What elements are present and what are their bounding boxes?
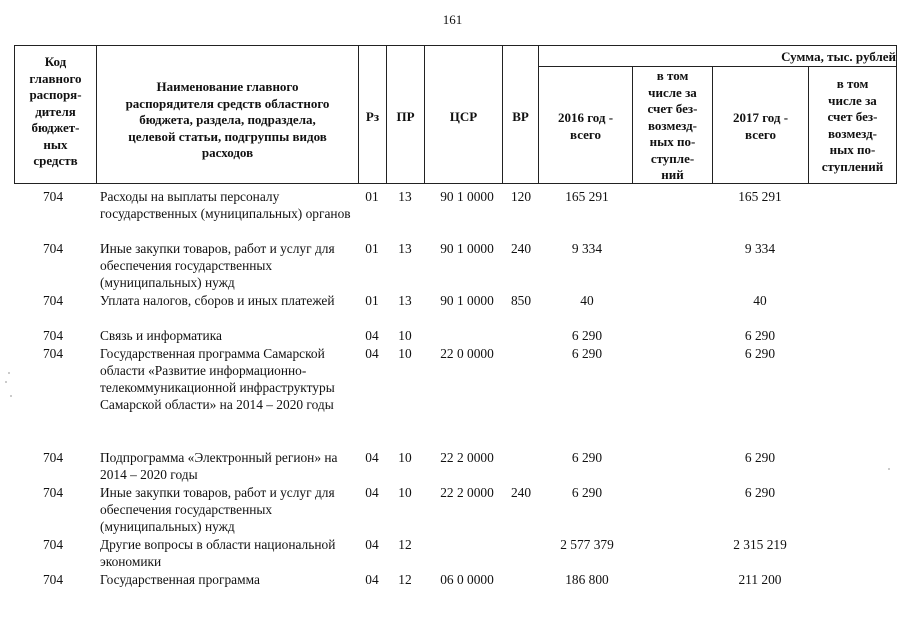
header-csr: ЦСР	[449, 109, 478, 124]
row-rz: 04	[365, 346, 379, 361]
row-code: 704	[42, 241, 64, 256]
row-csr: 06 0 0000	[440, 572, 494, 587]
row-2017-total: 6 290	[744, 346, 776, 361]
row-pr: 10	[398, 346, 412, 361]
row-name: Расходы на выплаты персоналу государственных (муниципальных) органов	[100, 189, 351, 221]
header-2017-free: в том числе за счет без- возмезд- ных по- ступлений	[821, 76, 884, 174]
row-rz: 01	[365, 241, 379, 256]
row-rz: 04	[365, 450, 379, 465]
header-sum: Сумма, тыс. рублей	[781, 49, 896, 64]
row-rz: 01	[365, 293, 379, 308]
row-2017-total: 6 290	[744, 450, 776, 465]
header-vr: ВР	[512, 109, 529, 124]
row-name: Подпрограмма «Электронный регион» на 2014 – 2020 годы	[100, 450, 338, 482]
row-name: Государственная программа Самарской области «Развитие информационно-телекоммуникационной инфраструктуры Самарской области» на 2014 – 2020 годы	[100, 346, 335, 412]
row-csr: 90 1 0000	[440, 293, 494, 308]
header-2016-free: в том числе за счет без- возмезд- ных по- ступле- ний	[647, 68, 698, 182]
row-pr: 12	[398, 537, 412, 552]
row-vr: 120	[510, 189, 532, 204]
row-2017-total: 2 315 219	[733, 537, 787, 552]
row-2017-total: 165 291	[738, 189, 782, 204]
row-2017-total: 6 290	[744, 328, 776, 343]
row-code: 704	[42, 572, 64, 587]
row-code: 704	[42, 328, 64, 343]
row-code: 704	[42, 189, 64, 204]
row-2016-total: 165 291	[565, 189, 609, 204]
header-rz: Рз	[365, 109, 380, 124]
row-name: Иные закупки товаров, работ и услуг для обеспечения государственных (муниципальных) нужд	[100, 241, 335, 290]
row-2017-total: 40	[753, 293, 767, 308]
row-rz: 01	[365, 189, 379, 204]
row-2016-total: 2 577 379	[560, 537, 614, 552]
row-name: Государственная программа	[100, 572, 260, 587]
header-2016-total: 2016 год - всего	[557, 110, 614, 142]
header-pr: ПР	[396, 109, 415, 124]
row-csr: 22 0 0000	[440, 346, 494, 361]
row-vr: 240	[510, 241, 532, 256]
header-name: Наименование главного распорядителя средств областного бюджета, раздела, подраздела, целевой статьи, подгруппы видов расходов	[125, 79, 330, 160]
header-2017-total: 2017 год - всего	[732, 110, 789, 142]
row-csr: 90 1 0000	[440, 241, 494, 256]
row-name: Другие вопросы в области национальной экономики	[100, 537, 336, 569]
header-code: Код главного распоря- дителя бюджет- ных средств	[29, 54, 82, 168]
row-code: 704	[42, 537, 64, 552]
row-2017-total: 6 290	[744, 485, 776, 500]
row-pr: 10	[398, 328, 412, 343]
row-name: Связь и информатика	[100, 328, 222, 343]
row-2016-total: 6 290	[571, 485, 603, 500]
page-number: 161	[442, 12, 463, 27]
row-vr: 240	[510, 485, 532, 500]
row-vr: 850	[510, 293, 532, 308]
row-pr: 13	[398, 189, 412, 204]
row-rz: 04	[365, 485, 379, 500]
row-pr: 10	[398, 450, 412, 465]
row-code: 704	[42, 293, 64, 308]
row-2016-total: 9 334	[571, 241, 603, 256]
row-pr: 13	[398, 241, 412, 256]
row-rz: 04	[365, 572, 379, 587]
row-rz: 04	[365, 537, 379, 552]
row-pr: 13	[398, 293, 412, 308]
row-2016-total: 6 290	[571, 328, 603, 343]
row-code: 704	[42, 346, 64, 361]
row-2017-total: 9 334	[744, 241, 776, 256]
row-csr: 90 1 0000	[440, 189, 494, 204]
row-2016-total: 186 800	[565, 572, 609, 587]
row-pr: 10	[398, 485, 412, 500]
row-csr: 22 2 0000	[440, 485, 494, 500]
row-2016-total: 40	[580, 293, 594, 308]
row-rz: 04	[365, 328, 379, 343]
row-pr: 12	[398, 572, 412, 587]
row-2017-total: 211 200	[738, 572, 782, 587]
row-code: 704	[42, 450, 64, 465]
row-name: Иные закупки товаров, работ и услуг для обеспечения государственных (муниципальных) нужд	[100, 485, 335, 534]
row-2016-total: 6 290	[571, 450, 603, 465]
row-csr: 22 2 0000	[440, 450, 494, 465]
row-name: Уплата налогов, сборов и иных платежей	[100, 293, 335, 308]
row-code: 704	[42, 485, 64, 500]
row-2016-total: 6 290	[571, 346, 603, 361]
